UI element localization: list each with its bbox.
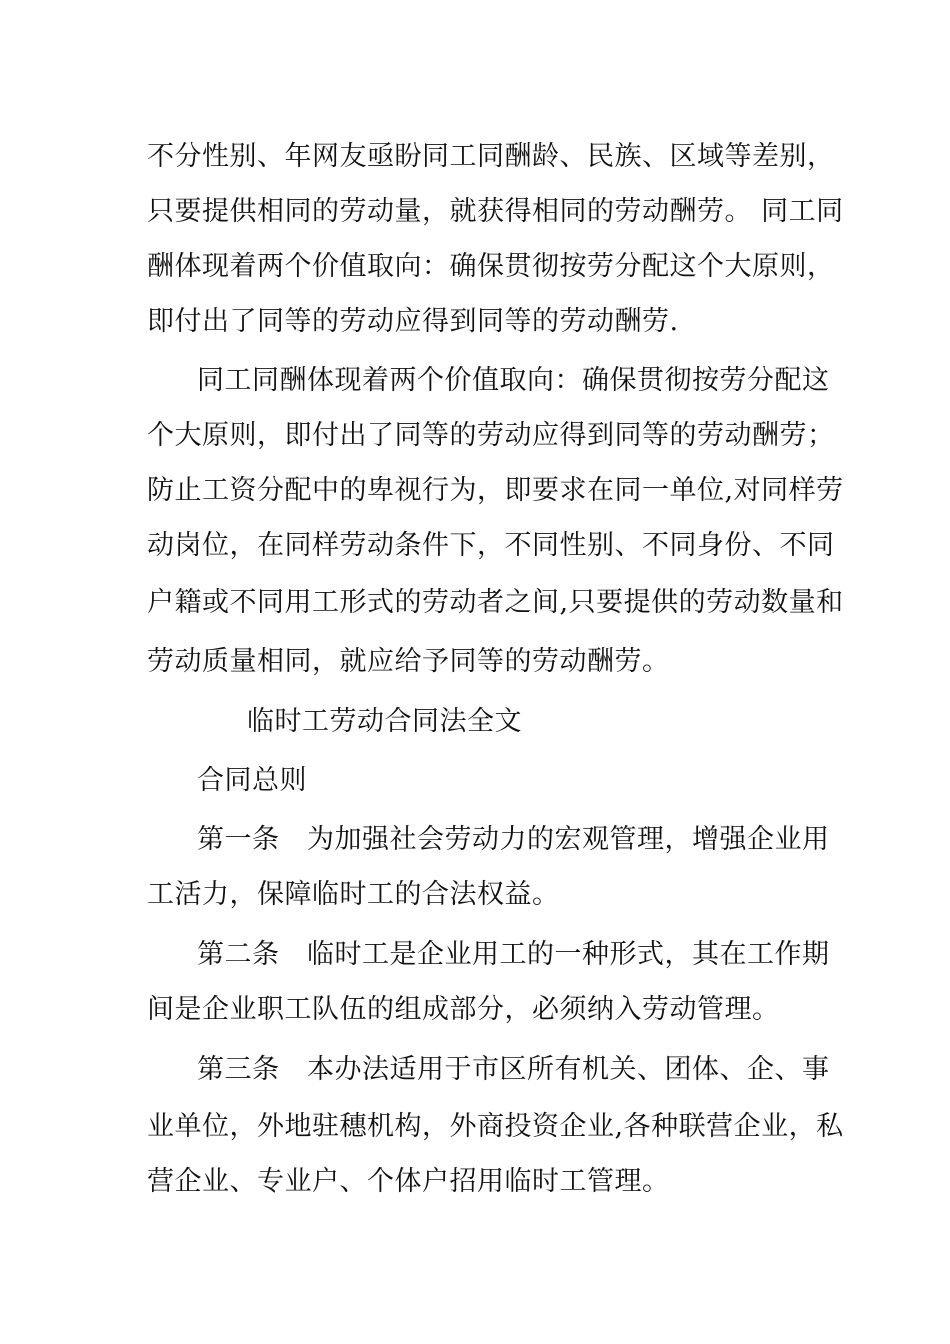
section-heading: 临时工劳动合同法全文: [247, 706, 522, 737]
text-line: 个大原则，即付出了同等的劳动应得到同等的劳动酬劳；: [147, 420, 835, 451]
paragraph-first-line: 同工同酬体现着两个价值取向：确保贯彻按劳分配这: [197, 365, 830, 396]
text-line: 只要提供相同的劳动量，就获得相同的劳动酬劳。 同工同: [147, 196, 844, 227]
text-line: 业单位，外地驻穗机构，外商投资企业,各种联营企业，私: [147, 1111, 844, 1142]
text-line: 工活力，保障临时工的合法权益。: [147, 879, 560, 910]
text-line: 营企业、专业户、个体户招用临时工管理。: [147, 1166, 670, 1197]
text-line: 即付出了同等的劳动应得到同等的劳动酬劳.: [147, 306, 679, 337]
text-line: 间是企业职工队伍的组成部分，必须纳入劳动管理。: [147, 994, 780, 1025]
article-3-line: 第三条 本办法适用于市区所有机关、团体、企、事: [197, 1054, 830, 1085]
text-line: 酬体现着两个价值取向：确保贯彻按劳分配这个大原则，: [147, 251, 835, 282]
article-1-line: 第一条 为加强社会劳动力的宏观管理，增强企业用: [197, 824, 830, 855]
text-line: 劳动质量相同，就应给予同等的劳动酬劳。: [147, 646, 670, 677]
text-line: 户籍或不同用工形式的劳动者之间,只要提供的劳动数量和: [147, 587, 844, 618]
article-2-line: 第二条 临时工是企业用工的一种形式，其在工作期: [197, 939, 830, 970]
text-line: 不分性别、年网友亟盼同工同酬龄、民族、区域等差别，: [147, 141, 835, 172]
text-line: 防止工资分配中的卑视行为，即要求在同一单位,对同样劳: [147, 475, 844, 506]
text-line: 动岗位，在同样劳动条件下，不同性别、不同身份、不同: [147, 530, 835, 561]
subsection-heading: 合同总则: [197, 765, 307, 796]
